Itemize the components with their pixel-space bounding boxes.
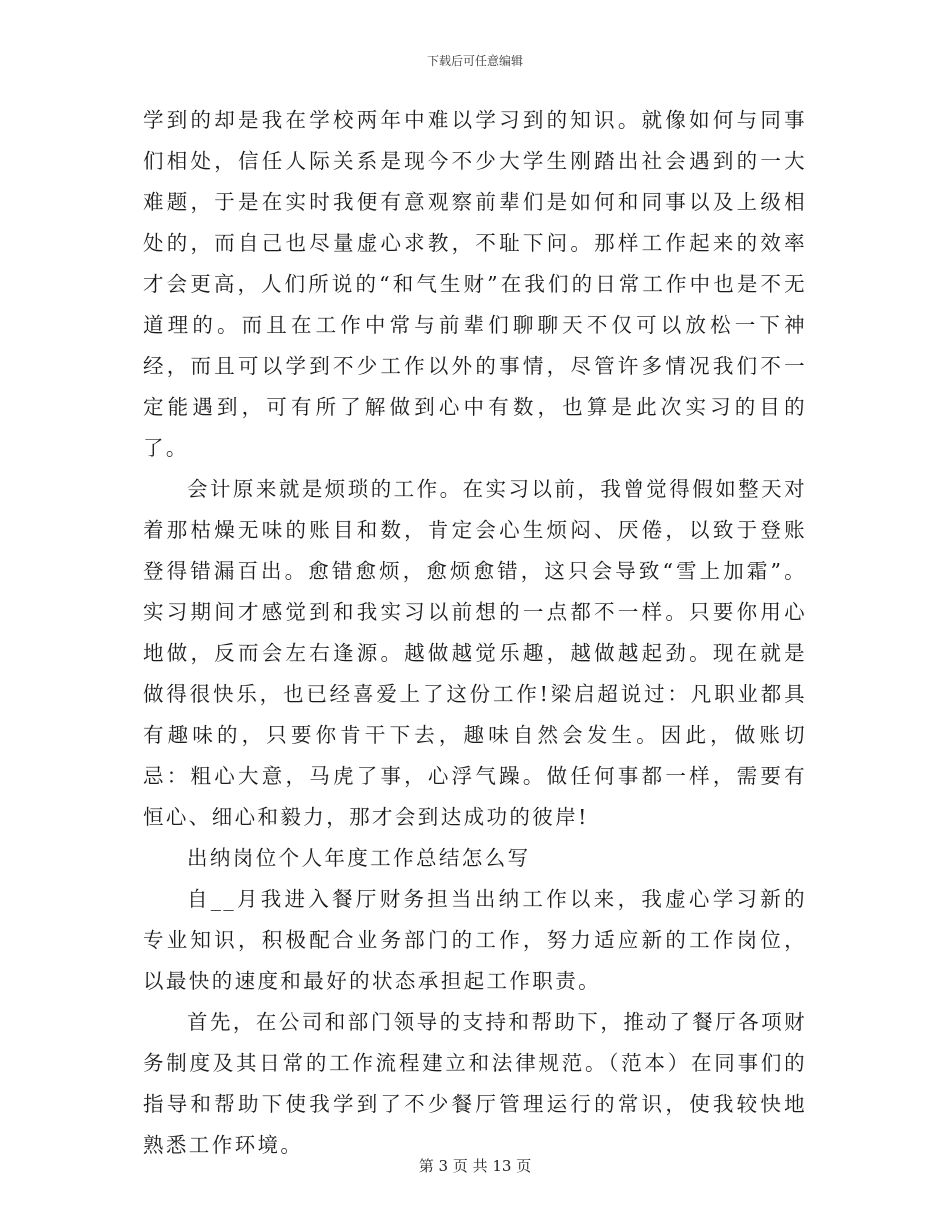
page-header: 下载后可任意编辑 xyxy=(426,54,523,68)
page-number: 第 3 页 共 13 页 xyxy=(418,1157,532,1175)
paragraph-intro: 自__月我进入餐厅财务担当出纳工作以来，我虚心学习新的专业知识，积极配合业务部门的工作，努力适应新的工作岗位，以最快的速度和最好的状态承担起工作职责。 xyxy=(143,887,807,993)
paragraph-continuation: 学到的却是我在学校两年中难以学习到的知识。就像如何与同事们相处，信任人际关系是现今不少大学生刚踏出社会遇到的一大难题，于是在实时我便有意观察前辈们是如何和同事以及上级相处的，而自己也尽量虚心求教，不耻下问。那样工作起来的效率才会更高，人们所说的“和气生财”在我们的日常工作中也是不无道理的。而且在工作中常与前辈们聊聊天不仅可以放松一下神经，而且可以学到不少工作以外的事情，尽管许多情况我们不一定能遇到，可有所了解做到心中有数，也算是此次实习的目的了。 xyxy=(143,108,807,460)
paragraph-first: 首先，在公司和部门领导的支持和帮助下，推动了餐厅各项财务制度及其日常的工作流程建立和法律规范。（范本）在同事们的指导和帮助下使我学到了不少餐厅管理运行的常识，使我较快地熟悉工作环境。 xyxy=(143,1010,807,1157)
document-body xyxy=(143,100,807,1166)
section-title: 出纳岗位个人年度工作总结怎么写 xyxy=(187,846,531,870)
paragraph-accounting: 会计原来就是烦琐的工作。在实习以前，我曾觉得假如整天对着那枯燥无味的账目和数，肯定会心生烦闷、厌倦，以致于登账登得错漏百出。愈错愈烦，愈烦愈错，这只会导致“雪上加霜”。实习期间才感觉到和我实习以前想的一点都不一样。只要你用心地做，反而会左右逢源。越做越觉乐趣，越做越起劲。现在就是做得很快乐，也已经喜爱上了这份工作!梁启超说过：凡职业都具有趣味的，只要你肯干下去，趣味自然会发生。因此，做账切忌：粗心大意，马虎了事，心浮气躁。做任何事都一样，需要有恒心、细心和毅力，那才会到达成功的彼岸! xyxy=(143,477,807,829)
